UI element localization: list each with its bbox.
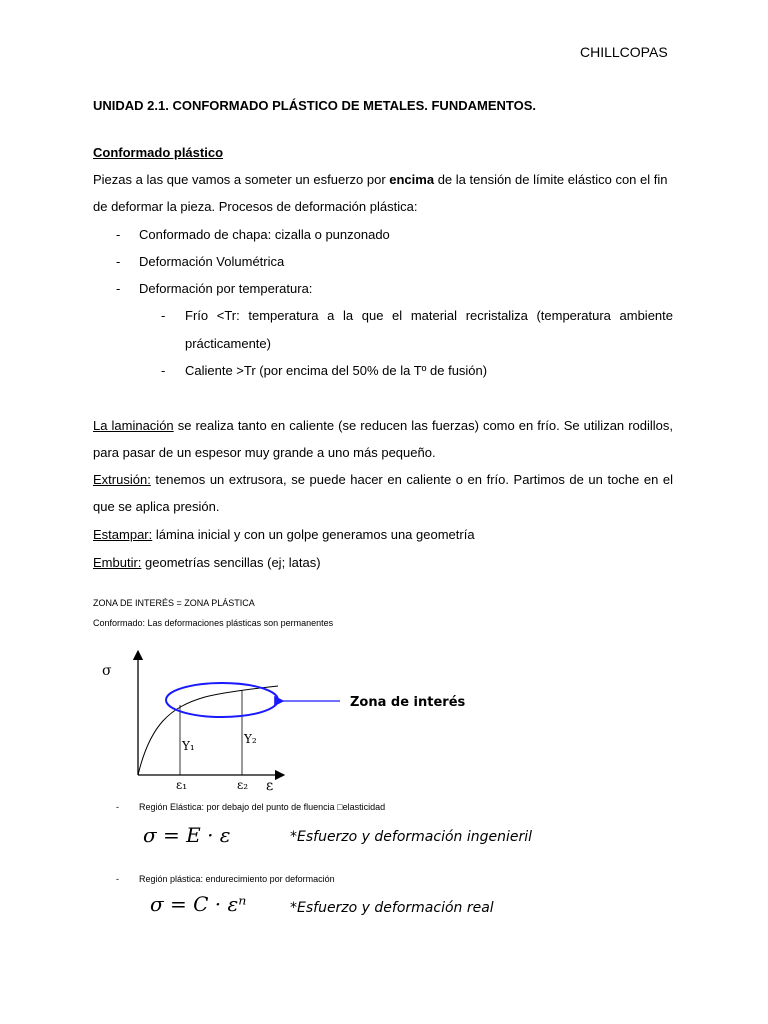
extrusion-label: Extrusión: — [93, 472, 151, 487]
bullet-item: Deformación Volumétrica — [139, 254, 285, 269]
page-header-author: CHILLCOPAS — [580, 44, 668, 60]
bullet-dash: - — [116, 227, 121, 242]
laminacion-text: se realiza tanto en caliente (se reducen las fuerzas) como en frío. Se utilizan rodillos, — [173, 418, 673, 433]
extrusion-text: tenemos un extrusora, se puede hacer en caliente o en frío. Partimos de un toche en el — [150, 472, 673, 487]
elastic-formula-note: *Esfuerzo y deformación ingenieril — [290, 829, 533, 845]
embutir-line — [93, 555, 321, 571]
laminacion-label: La laminación — [93, 418, 174, 433]
bullet-dash: - — [116, 254, 121, 269]
region-dash: - — [116, 802, 119, 812]
y2-label: Y₂ — [244, 732, 257, 746]
bullet-item: Conformado de chapa: cizalla o punzonado — [139, 227, 390, 242]
interest-zone-ellipse — [166, 683, 278, 717]
intro-text: Piezas a las que vamos a someter un esfuerzo por — [93, 172, 390, 187]
plastic-formula-note: *Esfuerzo y deformación real — [290, 900, 494, 916]
sigma-axis-label: σ — [102, 663, 112, 679]
stress-strain-curve — [138, 686, 278, 775]
plastic-formula: σ = C · εⁿ — [150, 892, 247, 916]
interest-zone-label: Zona de interés — [350, 695, 466, 710]
intro-paragraph-line1 — [93, 172, 668, 188]
sub-bullet-caliente: Caliente >Tr (por encima del 50% de la Tº de fusión) — [185, 363, 488, 378]
sub-bullet-frio-line2: prácticamente) — [185, 336, 271, 351]
extrusion-line2: que se aplica presión. — [93, 499, 220, 514]
elastic-formula: σ = E · ε — [143, 823, 231, 847]
extrusion-line1 — [93, 472, 673, 488]
sub-bullet-dash: - — [161, 308, 166, 323]
estampar-line — [93, 527, 475, 543]
stress-strain-diagram — [90, 645, 490, 795]
bullet-dash: - — [116, 281, 121, 296]
epsilon-axis-label: ε — [266, 778, 274, 794]
intro-text-end: de la tensión de límite elástico con el fin — [434, 172, 668, 187]
sub-bullet-frio-line1: Frío <Tr: temperatura a la que el material recristaliza (temperatura ambiente — [185, 308, 673, 323]
region-dash: - — [116, 874, 119, 884]
zona-interes-note: ZONA DE INTERÉS = ZONA PLÁSTICA — [93, 598, 255, 608]
y1-label: Y₁ — [182, 739, 195, 753]
intro-bold-word: encima — [389, 172, 435, 187]
estampar-label: Estampar: — [93, 527, 153, 542]
sub-bullet-dash: - — [161, 363, 166, 378]
epsilon2-label: ε₂ — [237, 778, 249, 792]
estampar-text: lámina inicial y con un golpe generamos una geometría — [152, 527, 475, 542]
laminacion-line2: para pasar de un espesor muy grande a uno más pequeño. — [93, 445, 436, 460]
laminacion-line1 — [93, 418, 673, 434]
elastic-region-label: Región Elástica: por debajo del punto de fluencia □elasticidad — [139, 802, 386, 812]
bullet-item: Deformación por temperatura: — [139, 281, 313, 296]
embutir-text: geometrías sencillas (ej; latas) — [141, 555, 321, 570]
plastic-region-label: Región plástica: endurecimiento por deformación — [139, 874, 335, 884]
epsilon1-label: ε₁ — [176, 778, 188, 792]
embutir-label: Embutir: — [93, 555, 142, 570]
intro-paragraph-line2: de deformar la pieza. Procesos de deformación plástica: — [93, 199, 418, 214]
section-heading-conformado: Conformado plástico — [93, 145, 224, 160]
conformado-note: Conformado: Las deformaciones plásticas son permanentes — [93, 618, 334, 628]
page-title: UNIDAD 2.1. CONFORMADO PLÁSTICO DE METALES. FUNDAMENTOS. — [93, 98, 536, 113]
